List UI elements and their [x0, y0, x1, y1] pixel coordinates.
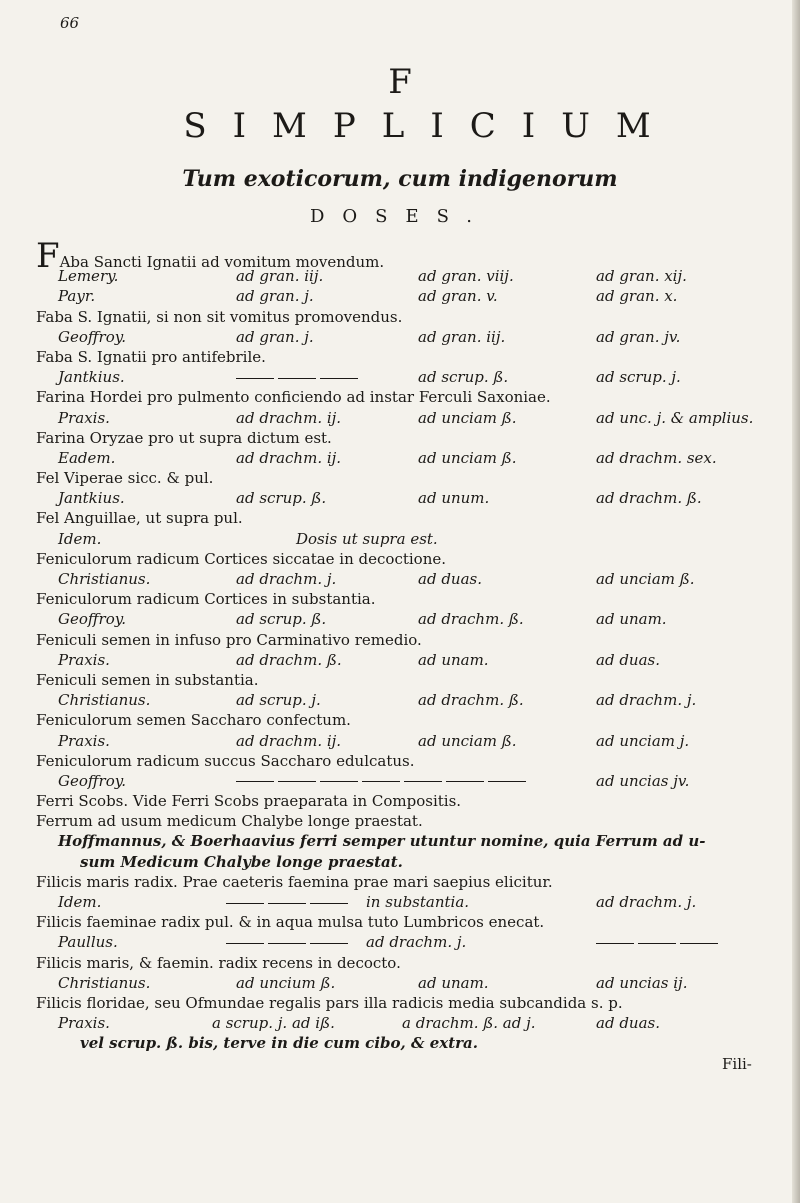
dose-mid: ad unciam ß.: [418, 448, 517, 467]
entry-heading: Feniculi semen in infuso pro Carminativo remedio.: [36, 630, 422, 649]
dose-min: a scrup. j. ad iß.: [212, 1014, 335, 1033]
entry-heading: Filicis floridae, seu Ofmundae regalis pars illa radicis media subcandida s. p.: [36, 993, 623, 1012]
entry-heading: Feniculi semen in substantia.: [36, 670, 259, 689]
omitted-dash: [226, 932, 352, 952]
dose-note: Dosis ut supra est.: [296, 529, 438, 548]
dose-max: ad unam.: [596, 610, 667, 629]
entry-heading: Fel Viperae sicc. & pul.: [36, 469, 214, 488]
author: Geoffroy.: [58, 610, 126, 629]
dose-list: [36, 236, 796, 1074]
dose-mid: ad unam.: [418, 973, 489, 992]
dose-row: [36, 771, 796, 791]
author: Idem.: [58, 529, 102, 548]
dose-row: [36, 569, 796, 589]
dose-min: ad drachm. ij.: [236, 448, 342, 467]
dose-row: [36, 448, 796, 468]
dose-max: ad uncias jv.: [596, 771, 690, 790]
entry-heading: Farina Oryzae pro ut supra dictum est.: [36, 428, 332, 447]
dose-mid: ad scrup. ß.: [418, 368, 509, 387]
dose-max: ad gran. x.: [596, 287, 678, 306]
dose-row: [36, 488, 796, 508]
dose-mid: ad gran. v.: [418, 287, 498, 306]
author: Geoffroy.: [58, 771, 126, 790]
dose-min: ad gran. j.: [236, 327, 314, 346]
author: Jantkius.: [58, 489, 125, 508]
author: Payr.: [58, 287, 96, 306]
page-edge: [792, 0, 800, 1203]
catchword: Fili-: [722, 1054, 752, 1073]
dose-max: ad unciam j.: [596, 731, 690, 750]
dose-max: ad drachm. j.: [596, 691, 697, 710]
entry-heading: Feniculorum radicum Cortices siccatae in decoctione.: [36, 549, 447, 568]
dose-max: ad duas.: [596, 1014, 660, 1033]
page-title: SIMPLICIUM: [183, 106, 677, 146]
dose-row: [36, 286, 796, 306]
dose-mid: ad duas.: [418, 570, 482, 588]
dose-min: ad drachm. j.: [236, 570, 337, 588]
author: Christianus.: [58, 973, 151, 992]
dose-max: ad uncias ij.: [596, 973, 688, 992]
dose-max: ad drachm. ß.: [596, 489, 702, 508]
entry-heading: Feniculorum semen Saccharo confectum.: [36, 711, 351, 730]
dose-row: [36, 367, 796, 387]
dose-row: [36, 731, 796, 751]
dose-min: ad scrup. ß.: [236, 610, 327, 629]
dose-max: ad drachm. sex.: [596, 448, 717, 467]
dose-mid: a drachm. ß. ad j.: [402, 1014, 536, 1033]
author: Christianus.: [58, 691, 151, 710]
entry-heading: [36, 236, 796, 276]
omitted-dash: [236, 367, 362, 387]
dose-min: ad scrup. j.: [236, 691, 321, 710]
dose-mid: ad drachm. ß.: [418, 691, 524, 710]
dose-mid: ad unam.: [418, 650, 489, 669]
catchword-row: [36, 1054, 796, 1074]
dose-mid: ad gran. iij.: [418, 327, 506, 346]
page-subtitle: Tum exoticorum, cum indigenorum: [182, 166, 618, 192]
dose-row: [36, 690, 796, 710]
dose-min: ad gran. iij.: [236, 267, 324, 286]
omitted-dash: [226, 892, 352, 912]
author: Geoffroy.: [58, 327, 126, 346]
note-line: Hoffmannus, & Boerhaavius ferri semper utuntur nomine, quia Ferrum ad u-: [58, 832, 706, 851]
dose-min: ad drachm. ij.: [236, 408, 342, 427]
dose-max: ad gran. jv.: [596, 327, 681, 346]
dose-mid: ad gran. viij.: [418, 267, 514, 286]
dose-max: ad unciam ß.: [596, 570, 695, 588]
dose-row: [36, 408, 796, 428]
dose-row: [36, 266, 796, 286]
note-line: vel scrup. ß. bis, terve in die cum cibo, & extra.: [80, 1034, 478, 1053]
author: Praxis.: [58, 650, 110, 669]
author: Paullus.: [58, 933, 118, 952]
entry-heading: Farina Hordei pro pulmento conficiendo ad instar Ferculi Saxoniae.: [36, 388, 551, 407]
dose-mid: ad unciam ß.: [418, 408, 517, 427]
dose-row: [36, 892, 796, 912]
author: Jantkius.: [58, 368, 125, 387]
dose-max: ad gran. xij.: [596, 267, 687, 286]
author: Praxis.: [58, 1014, 110, 1033]
drop-cap: F: [36, 236, 60, 276]
entry-heading: Ferrum ad usum medicum Chalybe longe praestat.: [36, 812, 423, 831]
dose-max: ad scrup. j.: [596, 368, 681, 387]
entry-heading: Feniculorum radicum succus Saccharo edulcatus.: [36, 751, 415, 770]
author: Eadem.: [58, 448, 116, 467]
dose-min: ad gran. j.: [236, 287, 314, 306]
dose-min: ad uncium ß.: [236, 973, 336, 992]
section-letter: F: [388, 62, 412, 102]
entry-heading: Faba S. Ignatii, si non sit vomitus promovendus.: [36, 307, 403, 326]
author: Christianus.: [58, 570, 151, 588]
page-number: 66: [60, 14, 80, 32]
dose-mid: ad unum.: [418, 489, 490, 508]
dose-mid: ad unciam ß.: [418, 731, 517, 750]
entry-heading: Fel Anguillae, ut supra pul.: [36, 509, 243, 528]
omitted-dash: [596, 932, 722, 952]
entry-heading: Filicis maris radix. Prae caeteris faemina prae mari saepius elicitur.: [36, 872, 553, 891]
entry-heading: Ferri Scobs. Vide Ferri Scobs praeparata in Compositis.: [36, 792, 462, 811]
dose-max: ad duas.: [596, 650, 660, 669]
dose-row: [36, 650, 796, 670]
dose-max: ad drachm. j.: [596, 893, 697, 911]
entry-heading: Feniculorum radicum Cortices in substantia.: [36, 590, 376, 609]
dose-mid: ad drachm. j.: [366, 933, 467, 952]
dose-max: ad unc. j. & amplius.: [596, 408, 754, 427]
dose-row: [36, 1013, 796, 1033]
entry-heading: Faba S. Ignatii pro antifebrile.: [36, 347, 266, 366]
dose-row: [36, 327, 796, 347]
dose-min: ad scrup. ß.: [236, 489, 327, 508]
dose-mid: ad drachm. ß.: [418, 610, 524, 629]
dose-row: [36, 973, 796, 993]
note-line: sum Medicum Chalybe longe praestat.: [80, 852, 403, 871]
entry-heading: Filicis faeminae radix pul. & in aqua mulsa tuto Lumbricos enecat.: [36, 913, 545, 932]
entry-text: Aba Sancti Ignatii ad vomitum movendum.: [59, 253, 385, 271]
doses-heading: DOSES.: [309, 206, 491, 227]
dose-row: [36, 932, 796, 952]
dose-mid: in substantia.: [366, 893, 470, 911]
omitted-dash: [236, 771, 530, 791]
dose-row: [36, 529, 796, 549]
dose-min: ad drachm. ß.: [236, 650, 342, 669]
dose-min: ad drachm. ij.: [236, 731, 342, 750]
author: Idem.: [58, 893, 102, 911]
author: Lemery.: [58, 267, 119, 286]
entry-heading: Filicis maris, & faemin. radix recens in decocto.: [36, 953, 401, 972]
dose-row: [36, 609, 796, 629]
author: Praxis.: [58, 408, 110, 427]
author: Praxis.: [58, 731, 110, 750]
